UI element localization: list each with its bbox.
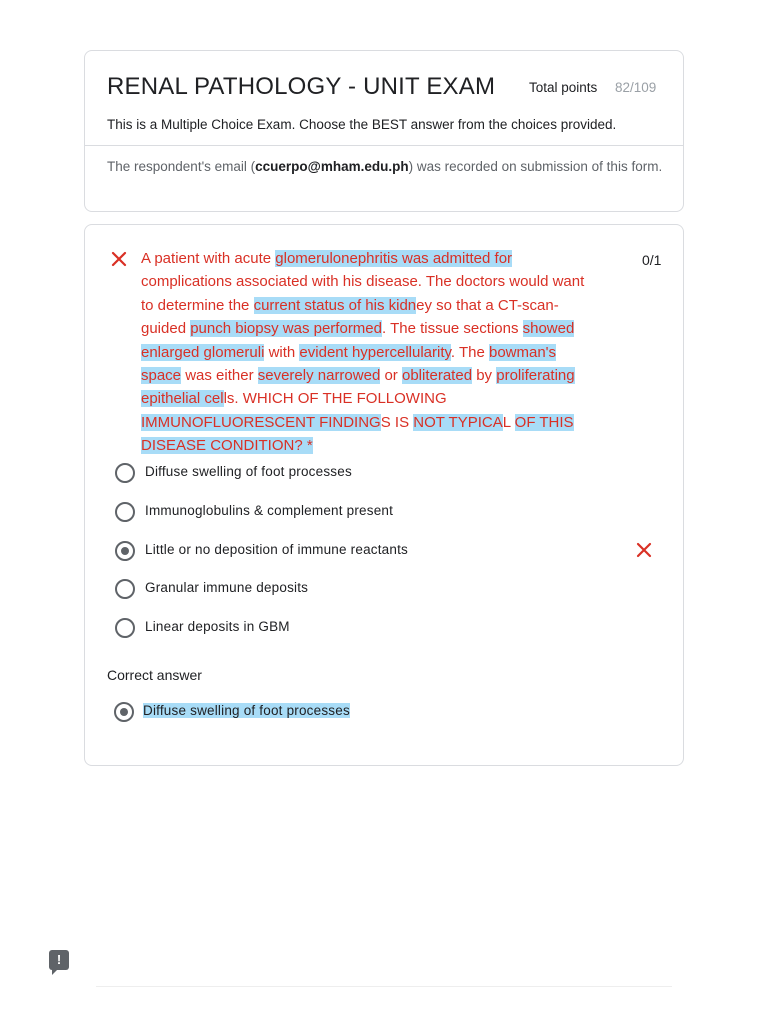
question-text-segment: complications associated with his disease. The doctors would want to determine the (141, 273, 585, 314)
answer-option[interactable] (115, 616, 655, 640)
answer-option-label: Immunoglobulins & complement present (145, 503, 394, 518)
highlighted-text: OF THIS DISEASE CONDITION? * (141, 413, 574, 455)
feedback-glyph: ! (56, 952, 62, 967)
answer-option-label: Linear deposits in GBM (145, 619, 290, 634)
question-text-segment: by (472, 367, 497, 385)
radio-icon[interactable] (115, 502, 135, 522)
radio-icon[interactable] (115, 579, 135, 599)
radio-icon[interactable] (115, 463, 135, 483)
question-text-segment: ls. WHICH OF THE FOLLOWING (223, 390, 447, 408)
correct-answer-text: Diffuse swelling of foot processes (143, 703, 350, 718)
highlighted-text: showed enlarged glomeruli (141, 320, 575, 361)
answer-option[interactable] (115, 461, 655, 485)
report-feedback-icon[interactable] (49, 950, 69, 970)
question-text-segment: A patient with acute (141, 250, 276, 267)
answer-option-label: Granular immune deposits (145, 580, 309, 595)
x-icon (109, 249, 129, 269)
radio-selected-icon[interactable] (115, 541, 135, 561)
email-note-suffix: ) was recorded on submission of this form. (408, 159, 663, 174)
question-text-segment: S IS (380, 413, 414, 431)
radio-selected-icon (114, 702, 134, 722)
answer-option[interactable] (115, 577, 655, 601)
total-points-value: 82/109 (615, 80, 657, 95)
form-description: This is a Multiple Choice Exam. Choose the BEST answer from the choices provided. (107, 117, 617, 132)
answer-option-label: Little or no deposition of immune reactants (145, 542, 408, 557)
highlighted-text: severely narrowed (257, 367, 381, 385)
question-score: 0/1 (642, 252, 662, 268)
question-text (141, 247, 587, 458)
form-title: RENAL PATHOLOGY - UNIT EXAM (107, 73, 496, 100)
header-divider (85, 145, 683, 146)
highlighted-text: glomerulonephritis was admitted for (275, 250, 513, 267)
email-note-prefix: The respondent's email ( (107, 159, 256, 174)
x-icon (635, 541, 653, 559)
question-card (84, 224, 684, 766)
highlighted-text: obliterated (401, 367, 473, 385)
highlighted-text: bowman's space (141, 343, 557, 385)
total-points-label: Total points (529, 80, 598, 95)
answer-option[interactable] (115, 500, 655, 524)
question-text-segment: . The tissue sections (382, 320, 523, 338)
highlighted-text: NOT TYPICA (413, 413, 503, 431)
bottom-divider (96, 986, 672, 987)
highlighted-text: current status of his kidn (253, 296, 417, 314)
radio-icon[interactable] (115, 618, 135, 638)
correct-answer-option (114, 700, 654, 724)
highlighted-text: proliferating epithelial cel (141, 367, 575, 408)
answer-option[interactable] (115, 539, 655, 563)
respondent-email: ccuerpo@mham.edu.ph (255, 159, 409, 174)
answer-option-label: Diffuse swelling of foot processes (145, 464, 352, 479)
correct-answer-label: Correct answer (107, 667, 202, 683)
question-text-segment: L (502, 413, 515, 431)
question-text-segment: ey so that a CT-scan-guided (141, 296, 559, 338)
form-header-card (84, 50, 684, 212)
question-text-segment: . The (450, 343, 489, 361)
highlighted-text: IMMUNOFLUORESCENT FINDING (141, 413, 381, 431)
question-text-segment: with (264, 343, 300, 361)
question-text-segment: or (380, 367, 402, 385)
highlighted-text: evident hypercellularity (299, 343, 451, 361)
email-recorded-note (107, 157, 667, 177)
question-text-segment: was either (181, 367, 258, 385)
highlighted-text: punch biopsy was performed (190, 320, 382, 338)
